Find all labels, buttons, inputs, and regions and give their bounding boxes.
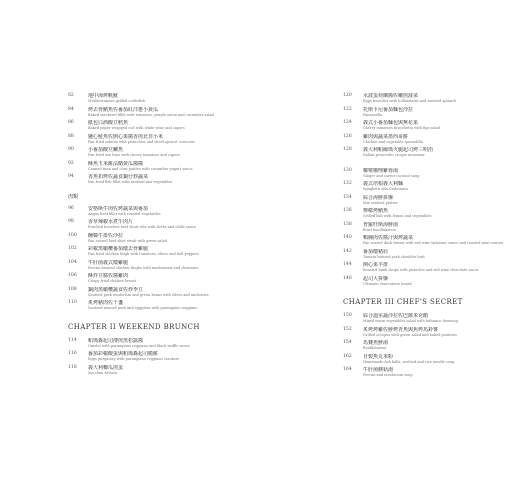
- recipe-title-chinese: 鹽心鮭魚佐開心果醬香煎北非小米: [88, 133, 164, 140]
- page-number: 154: [343, 340, 352, 345]
- recipe-title-chinese: 鍋肉黑橄欖蔬食佐炒季豆: [88, 286, 144, 293]
- page-number: 94: [68, 174, 74, 179]
- recipe-title-english: Sauteed minced pork and eggplant with parmigiano reggiano: [88, 306, 198, 310]
- page-number: 106: [68, 273, 77, 278]
- recipe-title-chinese: 托斯卡尼番茄麵包沙拉: [363, 106, 414, 113]
- recipe-title-chinese: 紙包白酒酸豆鱈魚: [88, 120, 129, 126]
- left-section-1: [68, 93, 264, 185]
- page-number: 86: [68, 120, 74, 125]
- recipe-entry: [343, 107, 519, 118]
- recipe-title-english: Pan fried sea bass with cherry tomatoes and capers: [88, 153, 180, 157]
- recipe-text: [363, 107, 519, 118]
- recipe-text: [88, 93, 264, 104]
- recipe-title-english: Pan seared duck breast with red wine balsamic sauce and roasted mini carrots: [363, 241, 504, 245]
- recipe-title-english: Panzanella: [363, 112, 383, 117]
- recipe-entry: [68, 273, 264, 284]
- recipe-text: [363, 93, 519, 104]
- recipe-title-english: Grilled fish with lemon and vegetables: [363, 214, 432, 218]
- right-section-3: [343, 313, 519, 378]
- recipe-text: [363, 235, 519, 246]
- recipe-title-chinese: 開心果羊排: [363, 262, 389, 268]
- page-number: 108: [68, 286, 77, 292]
- left-column: [68, 93, 264, 378]
- recipe-text: [88, 260, 264, 271]
- page-number: 90: [68, 147, 74, 152]
- recipe-text: [88, 161, 264, 172]
- recipe-text: [363, 168, 519, 179]
- recipe-text: [88, 120, 264, 131]
- recipe-text: [363, 354, 519, 365]
- recipe-entry: [68, 134, 264, 145]
- page-number: 164: [343, 367, 352, 372]
- recipe-text: [88, 219, 264, 230]
- recipe-entry: [343, 147, 519, 158]
- recipe-entry: [343, 134, 519, 145]
- page-number: 96: [68, 205, 74, 211]
- right-column: [343, 93, 519, 381]
- recipe-title-english: Pan fried fish fillet with sauteed mix vegetables: [88, 180, 173, 184]
- recipe-entry: [68, 365, 264, 376]
- recipe-entry: [68, 246, 264, 257]
- recipe-text: [88, 273, 264, 284]
- recipe-entry: [68, 287, 264, 298]
- recipe-text: [363, 208, 519, 219]
- page-number: 134: [343, 194, 352, 200]
- page-number: 82: [68, 93, 74, 98]
- recipe-title-english: Eggs purgatory with parmigiano reggiano crackers: [88, 357, 180, 361]
- page-number: 102: [68, 246, 77, 251]
- recipe-title-english: Pan fried chicken thigh with tomatoes, olives and bell peppers: [88, 252, 199, 256]
- recipe-title-english: Spaghetti alla Carbonara: [363, 187, 408, 191]
- recipe-text: [363, 276, 519, 287]
- meat-heading: 肉類: [68, 193, 79, 200]
- page-number: 84: [68, 106, 74, 112]
- recipe-title-english: Bouillabaisse: [363, 346, 387, 350]
- recipe-title-english: Sauteed pork tenderloin and green beans with olives and anchovies: [88, 292, 209, 297]
- page-number: 142: [343, 248, 352, 254]
- recipe-title-chinese: 自製魚丸米粉: [363, 353, 394, 360]
- recipe-title-english: Pan seared beef skirt steak with green salad: [88, 238, 167, 243]
- recipe-entry: [343, 235, 519, 246]
- recipe-title-chinese: 義大利櫛瓜煎蛋: [88, 364, 124, 371]
- recipe-entry: [343, 222, 519, 233]
- recipe-text: [88, 338, 264, 349]
- recipe-text: [88, 107, 264, 118]
- recipe-title-chinese: 烤去骨鯖魚佐番茄紅洋蔥小黃瓜: [88, 106, 159, 113]
- page-number: 122: [343, 106, 352, 112]
- recipe-text: [363, 181, 519, 192]
- recipe-title-chinese: 義大利帕爾瑪火腿起司烤三明治: [363, 147, 434, 153]
- chapter-3-title: CHAPTER III CHEF'S SECRET: [343, 298, 463, 306]
- recipe-entry: [68, 300, 264, 311]
- page-number: 118: [68, 364, 77, 370]
- recipe-text: [363, 134, 519, 145]
- recipe-title-chinese: 馬賽魚鮮湯: [363, 340, 389, 346]
- recipe-title-english: Pan fried salmon with pistachios and dried apricot couscous: [88, 139, 195, 144]
- recipe-entry: [343, 340, 519, 351]
- recipe-title-chinese: 普羅旺斯海鮮湯: [363, 221, 399, 228]
- left-section-2: [68, 206, 264, 311]
- recipe-entry: [343, 354, 519, 365]
- page-number: 146: [343, 275, 352, 281]
- recipe-title-english: Chicken and vegetable quesadilla: [363, 139, 423, 144]
- recipe-entry: [343, 313, 519, 324]
- page-number: 162: [343, 353, 352, 359]
- recipe-text: [363, 222, 519, 233]
- recipe-entry: [343, 262, 519, 273]
- recipe-title-chinese: 帕瑪森起司薄煎黑松露醬: [88, 337, 144, 344]
- recipe-title-chinese: 地中海烤帆魷: [88, 93, 119, 99]
- chapter-2-title: CHAPTER II WEEKEND BRUNCH: [68, 322, 200, 331]
- recipe-title-english: Roasted lamb chops with pistachio and red wine chocolate sauce: [363, 268, 479, 272]
- page-number: 124: [343, 120, 352, 125]
- recipe-entry: [68, 219, 264, 230]
- page-number: 114: [68, 337, 77, 343]
- recipe-entry: [68, 233, 264, 244]
- recipe-text: [88, 246, 264, 257]
- recipe-title-english: Grilled octopus with green salad and baked potatoes: [363, 332, 457, 337]
- recipe-title-chinese: 牛肝菌蘑菇湯: [363, 367, 394, 373]
- recipe-title-chinese: 水波蛋荷蘭醬佐嫩煎菠菜: [363, 93, 419, 99]
- recipe-title-english: Mix seafood platter: [363, 200, 398, 205]
- left-section-3: [68, 338, 264, 376]
- recipe-title-chinese: 雞肉與蔬菜墨西哥餅: [363, 133, 409, 140]
- recipe-title-chinese: 綜合海鮮拼盤: [363, 194, 394, 201]
- recipe-title-english: Baked paper wrapped cod with white wine and capers: [88, 126, 185, 130]
- recipe-title-chinese: 炙烤烤雞佐鮮烤青魚與焦烤馬鈴薯: [363, 326, 439, 333]
- recipe-text: [363, 249, 519, 260]
- recipe-entry: [343, 249, 519, 260]
- recipe-title-chinese: 綜合溫室蔬沙拉佐巴薩米克醋: [363, 313, 429, 319]
- recipe-text: [363, 367, 519, 378]
- recipe-entry: [68, 120, 264, 131]
- recipe-title-chinese: 鴨胸肉佐醬汁與烤蔬菜: [363, 235, 414, 241]
- recipe-title-english: Ginger and carrot coconut soup: [363, 173, 420, 178]
- recipe-entry: [343, 327, 519, 338]
- page-number: 100: [68, 232, 77, 238]
- recipe-title-english: Bowl bouillabaisse: [363, 227, 397, 232]
- recipe-text: [363, 120, 519, 131]
- recipe-entry: [343, 181, 519, 192]
- recipe-title-chinese: 炙烤豬肉佐千盞: [88, 300, 124, 306]
- page-number: 98: [68, 219, 74, 224]
- recipe-title-english: Tomato braised pork shoulder butt: [363, 254, 425, 259]
- recipe-text: [88, 287, 264, 298]
- page-number: 132: [343, 181, 352, 186]
- recipe-title-english: Italian prosciutto croque monsieur: [363, 153, 425, 157]
- recipe-entry: [343, 120, 519, 131]
- recipe-entry: [68, 93, 264, 104]
- page-number: 88: [68, 133, 74, 139]
- recipe-entry: [68, 174, 264, 185]
- recipe-text: [363, 313, 519, 324]
- recipe-text: [363, 327, 519, 338]
- recipe-entry: [343, 367, 519, 378]
- recipe-title-english: Zucchini frittata: [88, 370, 117, 375]
- page-number: 140: [343, 235, 352, 240]
- recipe-title-english: Homemade fish balls, seafood and rice noodle soup: [363, 359, 455, 364]
- recipe-title-chinese: 起司大拼盤: [363, 275, 389, 282]
- recipe-entry: [68, 161, 264, 172]
- recipe-entry: [343, 276, 519, 287]
- recipe-title-english: Cherry tomatoes bruschetta with figs salad: [363, 126, 440, 130]
- recipe-entry: [343, 208, 519, 219]
- recipe-text: [88, 174, 264, 185]
- recipe-entry: [68, 351, 264, 362]
- recipe-entry: [68, 338, 264, 349]
- recipe-title-chinese: 檸檬烤鯖魚: [363, 208, 389, 214]
- recipe-text: [363, 340, 519, 351]
- recipe-text: [88, 351, 264, 362]
- recipe-title-english: Mixed warm vegetables salad with balsamic dressing: [363, 319, 458, 323]
- right-section-1: [343, 93, 519, 158]
- recipe-title-english: Omelet with parmigiano reggiano and black truffle sauce: [88, 343, 190, 348]
- recipe-title-chinese: 酥魚玉米餅法酪黃瓜醬醬: [88, 160, 144, 167]
- recipe-title-chinese: 安格斯牛肉佐烤蔬菜與番茄: [88, 205, 149, 212]
- recipe-title-english: Porcini braised chicken thighs with mushrooms and chestnuts: [88, 265, 199, 270]
- recipe-text: [88, 233, 264, 244]
- recipe-entry: [68, 206, 264, 217]
- recipe-title-chinese: 義式培根義大利麵: [363, 181, 404, 187]
- page-number: 130: [343, 167, 352, 173]
- page-number: 128: [343, 147, 352, 152]
- recipe-title-chinese: 牛肝菌義式燉雞腿: [88, 259, 129, 266]
- recipe-text: [363, 147, 519, 158]
- page-number: 104: [68, 259, 77, 265]
- recipe-entry: [343, 195, 519, 206]
- recipe-text: [88, 300, 264, 311]
- recipe-title-english: Canned tuna and corn patties with cucumber yogurt sauce: [88, 166, 193, 171]
- recipe-title-chinese: 義式小番茄麵包與無花果: [363, 120, 419, 126]
- recipe-title-chinese: 香草辣椒水煮牛肉片: [88, 219, 134, 225]
- recipe-title-english: Ultimate charcuterie board: [363, 281, 412, 286]
- recipe-title-chinese: 番茄彩椒酸蛋與帕瑪森起司脆餅: [88, 351, 159, 357]
- page-number: 126: [343, 133, 352, 139]
- recipe-title-chinese: 椰漿咖哩雞蓉湯: [363, 167, 399, 174]
- recipe-text: [88, 365, 264, 376]
- recipe-entry: [68, 107, 264, 118]
- recipe-title-english: Mediterranean grilled cuttlefish: [88, 99, 146, 103]
- recipe-text: [88, 206, 264, 217]
- recipe-title-chinese: 彩椒黑橄欖番茄燉去骨雞腿: [88, 246, 149, 252]
- recipe-entry: [343, 168, 519, 179]
- recipe-text: [88, 147, 264, 158]
- page-number: 150: [343, 313, 352, 318]
- page-number: 120: [343, 93, 352, 98]
- recipe-title-chinese: 小番茄酸豆鱸魚: [88, 147, 124, 153]
- page-number: 136: [343, 208, 352, 213]
- recipe-text: [88, 134, 264, 145]
- recipe-text: [363, 262, 519, 273]
- recipe-title-english: Eggs benedict with hollandaise and sauteed spinach: [363, 99, 457, 103]
- recipe-title-english: Angus beef fillet with roasted vegetables: [88, 211, 161, 216]
- page-number: 110: [68, 300, 77, 305]
- page-number: 144: [343, 262, 352, 267]
- recipe-entry: [68, 147, 264, 158]
- recipe-title-english: Baked mackerel fillet with tomatoes, purple onion and cucumber salad: [88, 112, 214, 117]
- right-section-2: [343, 168, 519, 287]
- recipe-title-chinese: 番茄燉豬肩: [363, 248, 389, 255]
- page-number: 152: [343, 326, 352, 332]
- recipe-title-chinese: 酥炸豆腐佐醬雞肉: [88, 273, 129, 279]
- recipe-title-chinese: 香魚扣烤佐蔬食鍋仔炒蔬菜: [88, 174, 149, 180]
- recipe-title-english: Poached boneless beef short ribs with herbs and chilis sauce: [88, 225, 197, 229]
- recipe-title-chinese: 醃韓牛排佐沙拉: [88, 232, 124, 239]
- recipe-title-english: Crispy fried chicken breast: [88, 279, 137, 283]
- page-number: 138: [343, 221, 352, 227]
- recipe-text: [363, 195, 519, 206]
- recipe-entry: [343, 93, 519, 104]
- page-number: 116: [68, 351, 77, 356]
- recipe-title-english: Porcini and mushroom soup: [363, 373, 413, 377]
- page-number: 92: [68, 160, 74, 166]
- recipe-entry: [68, 260, 264, 271]
